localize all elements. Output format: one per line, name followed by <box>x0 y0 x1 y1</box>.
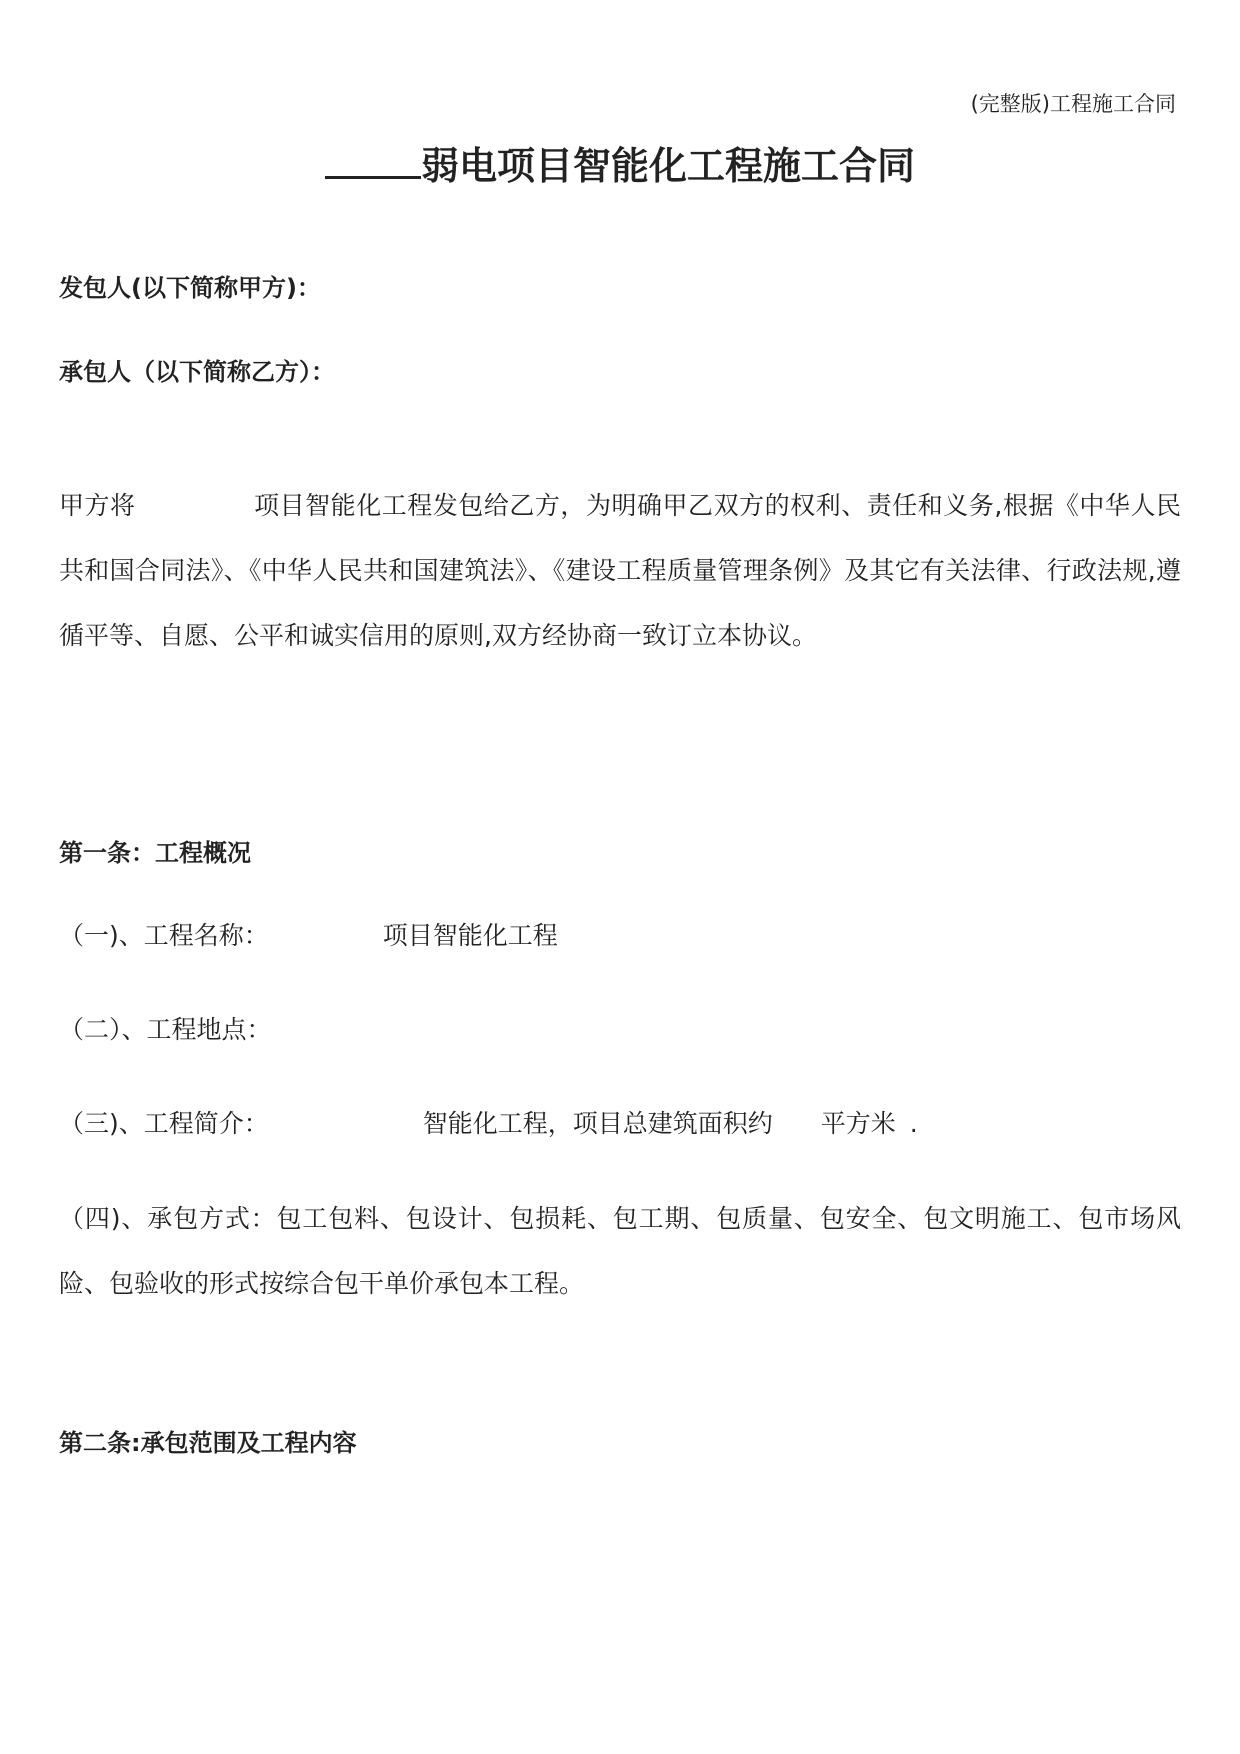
article1-item2 <box>59 1010 272 1046</box>
employer-line: 发包人(以下简称甲方)： <box>59 274 321 302</box>
running-header: (完整版)工程施工合同 <box>970 92 1176 116</box>
item3-value-b: 平方米 <box>820 1109 896 1138</box>
article1-item1 <box>59 916 558 952</box>
preamble-lead: 甲方将 <box>59 491 136 520</box>
article1-item3 <box>59 1104 918 1140</box>
item3-end: . <box>909 1109 918 1138</box>
contractor-line: 承包人（以下简称乙方）： <box>59 358 335 386</box>
item1-label: （一)、工程名称： <box>59 921 269 950</box>
title-blank-line <box>325 150 421 179</box>
item1-value: 项目智能化工程 <box>382 921 558 950</box>
article1-item4: （四)、承包方式：包工包料、包设计、包损耗、包工期、包质量、包安全、包文明施工、包市场风险、包验收的形式按综合包干单价承包本工程。 <box>59 1204 1181 1298</box>
item2-label: （二）、工程地点： <box>59 1015 272 1044</box>
document-title <box>0 135 1240 190</box>
preamble-body: 项目智能化工程发包给乙方，为明确甲乙双方的权利、责任和义务,根据《中华人民共和国合同法》、《中华人民共和国建筑法》、《建设工程质量管理条例》及其它有关法律、行政法规,遵循平等、自愿、公平和诚实信用的原则,双方经协商一致订立本协议。 <box>59 491 1181 650</box>
article2-heading: 第二条:承包范围及工程内容 <box>59 1429 357 1457</box>
article1-heading: 第一条：工程概况 <box>59 839 251 867</box>
item3-value-a: 智能化工程，项目总建筑面积约 <box>422 1109 773 1138</box>
preamble-paragraph <box>59 473 1181 668</box>
document-title-text: 弱电项目智能化工程施工合同 <box>420 144 915 188</box>
item3-label: （三)、工程简介： <box>59 1109 269 1138</box>
